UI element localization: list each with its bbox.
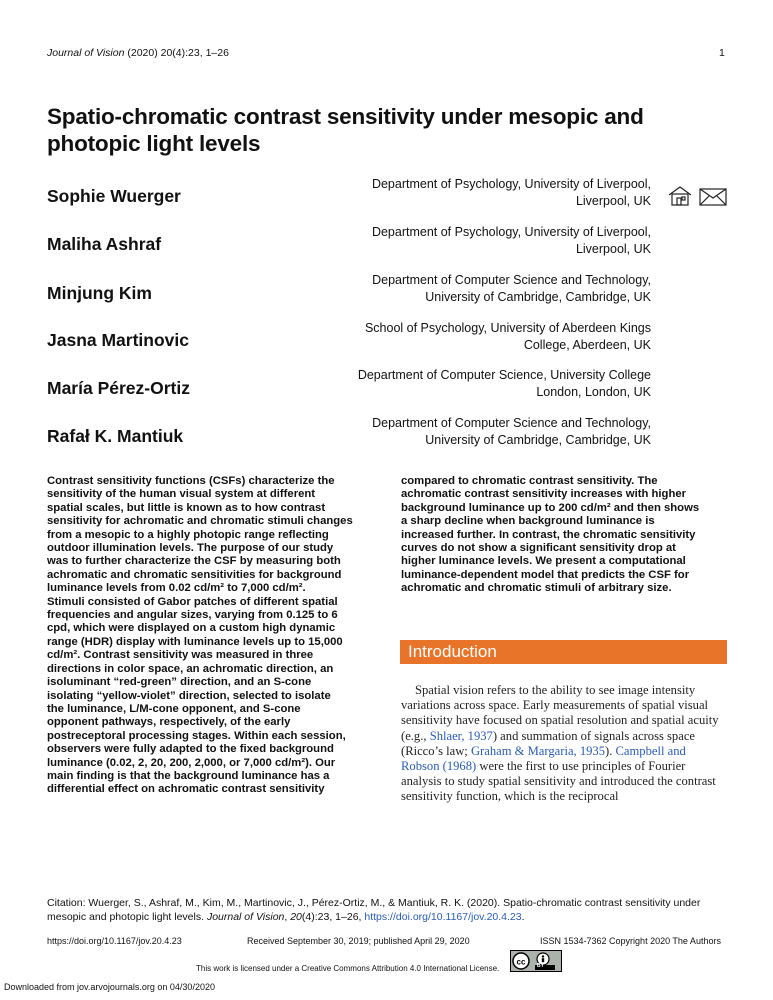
intro-text: were the first to use principles of Fourier analysis to study spatial sensitivity and introduced the contrast sensitivity function, which is the reciprocal <box>401 759 716 804</box>
author-name[interactable]: Maliha Ashraf <box>47 234 162 254</box>
abstract-line: increased further. In contrast, the chromatic sensitivity <box>401 528 696 541</box>
author-name[interactable]: Minjung Kim <box>47 283 152 303</box>
abstract-line: curves do not show a significant sensitivity drop at <box>401 542 676 555</box>
citation-journal: Journal of Vision <box>206 911 285 924</box>
abstract-line: luminance levels from 0.02 cd/m² to 7,000 cd/m². <box>47 582 306 595</box>
journal-name[interactable]: Journal of Vision <box>47 47 125 59</box>
citation-text: (4):23, 1–26, <box>301 911 365 924</box>
abstract-line: Stimuli consisted of Gabor patches of different spatial <box>47 595 338 608</box>
abstract-line: cd/m². Contrast sensitivity was measured in three <box>47 649 314 662</box>
footer-received: Received September 30, 2019; published April 29, 2020 <box>247 936 470 946</box>
citation-text: Citation: Wuerger, S., Ashraf, M., Kim, M., Martinovic, J., Pérez-Ortiz, M., & Mantiuk, R. K. (2020). Spatio-chromatic contrast sensitivity under mesopic and photopic light levels. <box>47 897 701 924</box>
abstract-line: main finding is that the background luminance has a <box>47 769 330 782</box>
abstract-line: isolating “yellow-violet” direction, selected to isolate <box>47 689 331 702</box>
intro-text: Spatial vision refers to the ability to see image intensity variations across space. Early measurements of spatial visual sensitivity have focused on spatial resolution and spatial acuity (e.g., <box>401 683 719 743</box>
affiliation-line: London, London, UK <box>536 384 651 399</box>
abstract-line: spatial scales, but little is known as to how contrast <box>47 501 326 514</box>
cc-license-badge[interactable] <box>510 950 562 972</box>
citation-text: , <box>284 911 291 924</box>
abstract-line: isoluminant “red-green” direction, and an S-cone <box>47 676 312 689</box>
author-name[interactable]: Jasna Martinovic <box>47 330 189 350</box>
author-affiliation <box>311 224 651 257</box>
abstract-line: achromatic contrast sensitivity increases with higher <box>401 488 687 501</box>
abstract-line: the luminance, L/M-cone opponent, and S-cone <box>47 702 301 715</box>
affiliation-line: Department of Psychology, University of Liverpool, <box>371 177 651 191</box>
title-line-1: Spatio-chromatic contrast sensitivity under mesopic and <box>47 104 644 129</box>
intro-text: ). <box>605 743 616 758</box>
reference-link[interactable]: Graham & Margaria, 1935 <box>470 743 606 758</box>
abstract-line: frequencies and angular sizes, varying from 0.125 to 6 <box>47 609 338 622</box>
abstract-line: background luminance up to 200 cd/m² and then shows <box>401 501 700 514</box>
citation-text: . <box>521 911 525 924</box>
abstract-line: a sharp decline when background luminance is <box>401 515 655 528</box>
abstract-line: opponent pathways, respectively, of the early <box>47 716 291 729</box>
abstract-line: outdoor illumination levels. The purpose of our study <box>47 542 334 555</box>
affiliation-line: Liverpool, UK <box>575 241 651 256</box>
abstract-line: from a mesopic to a highly photopic range reflecting <box>47 528 329 541</box>
abstract-line: luminance-dependent model that predicts the CSF for <box>401 568 690 581</box>
author-affiliation <box>311 176 651 209</box>
author-name[interactable]: Sophie Wuerger <box>47 186 181 206</box>
reference-link[interactable]: Campbell and Robson (1968) <box>401 743 686 774</box>
abstract-line: observers were fully adapted to the fixed background <box>47 743 334 756</box>
envelope-icon[interactable] <box>700 189 726 205</box>
introduction-paragraph <box>401 683 727 805</box>
home-icon[interactable] <box>669 187 691 205</box>
affiliation-line: University of Cambridge, Cambridge, UK <box>425 432 651 447</box>
abstract-line: achromatic and chromatic stimuli of arbitrary size. <box>401 582 672 595</box>
running-header <box>47 47 229 59</box>
author-affiliation <box>311 272 651 305</box>
abstract-line: luminance (0.02, 2, 20, 200, 2,000, or 7,000 cd/m²). Our <box>47 756 336 769</box>
intro-text: ) and summation of signals across space (Ricco’s law; <box>401 728 695 758</box>
abstract-line: Contrast sensitivity functions (CSFs) characterize the <box>47 475 335 487</box>
abstract-line: achromatic and chromatic sensitivities for background <box>47 568 342 581</box>
abstract-line: sensitivity of the human visual system at different <box>47 488 316 501</box>
author-affiliation <box>311 415 651 448</box>
cc-by-label: BY <box>537 963 544 969</box>
abstract-left-column <box>47 475 377 797</box>
abstract-line: differential effect on achromatic contrast sensitivity <box>47 783 325 796</box>
section-heading-introduction: Introduction <box>400 640 727 664</box>
abstract-line: range (HDR) display with luminance levels up to 15,000 <box>47 635 343 648</box>
affiliation-line: Department of Psychology, University of Liverpool, <box>371 225 651 239</box>
abstract-line: higher luminance levels. We present a computational <box>401 555 686 568</box>
affiliation-line: Liverpool, UK <box>575 193 651 208</box>
abstract-line: postreceptoral processing stages. Within each session, <box>47 729 346 742</box>
download-stamp: Downloaded from jov.arvojournals.org on 04/30/2020 <box>4 982 215 992</box>
abstract-line: cpd, which were displayed on a custom high dynamic <box>47 622 336 635</box>
affiliation-line: Department of Computer Science and Technology, <box>372 273 651 287</box>
author-icons <box>668 185 728 207</box>
journal-volume: (2020) 20(4):23, 1–26 <box>124 47 229 59</box>
doi-link[interactable]: https://doi.org/10.1167/jov.20.4.23 <box>364 911 522 924</box>
abstract-line: compared to chromatic contrast sensitivity. The <box>401 475 658 487</box>
author-name[interactable]: María Pérez-Ortiz <box>47 378 190 398</box>
abstract-line: directions in color space, an achromatic direction, an <box>47 662 334 675</box>
citation-volume: 20 <box>290 911 302 924</box>
abstract-line: sensitivity for achromatic and chromatic stimuli changes <box>47 515 353 528</box>
affiliation-line: College, Aberdeen, UK <box>523 337 651 352</box>
author-affiliation <box>311 367 651 400</box>
abstract-right-column <box>401 475 731 596</box>
footer-doi[interactable]: https://doi.org/10.1167/jov.20.4.23 <box>47 936 182 946</box>
title-line-2: photopic light levels <box>47 131 261 156</box>
affiliation-line: Department of Computer Science and Technology, <box>372 416 651 430</box>
affiliation-line: University of Cambridge, Cambridge, UK <box>425 289 651 304</box>
footer-copyright: ISSN 1534-7362 Copyright 2020 The Authors <box>540 936 721 946</box>
abstract-line: was to further characterize the CSF by measuring both <box>47 555 341 568</box>
reference-link[interactable]: Shlaer, 1937 <box>429 728 493 743</box>
affiliation-line: School of Psychology, University of Aberdeen Kings <box>364 321 651 335</box>
cc-icon-mark: cc <box>516 957 526 967</box>
citation-block <box>47 896 737 924</box>
affiliation-line: Department of Computer Science, University College <box>357 368 651 382</box>
author-affiliation <box>311 320 651 353</box>
article-title <box>47 103 727 157</box>
author-name[interactable]: Rafał K. Mantiuk <box>47 426 184 446</box>
license-notice[interactable]: This work is licensed under a Creative Commons Attribution 4.0 International License. <box>196 964 500 973</box>
page-number: 1 <box>719 47 725 59</box>
